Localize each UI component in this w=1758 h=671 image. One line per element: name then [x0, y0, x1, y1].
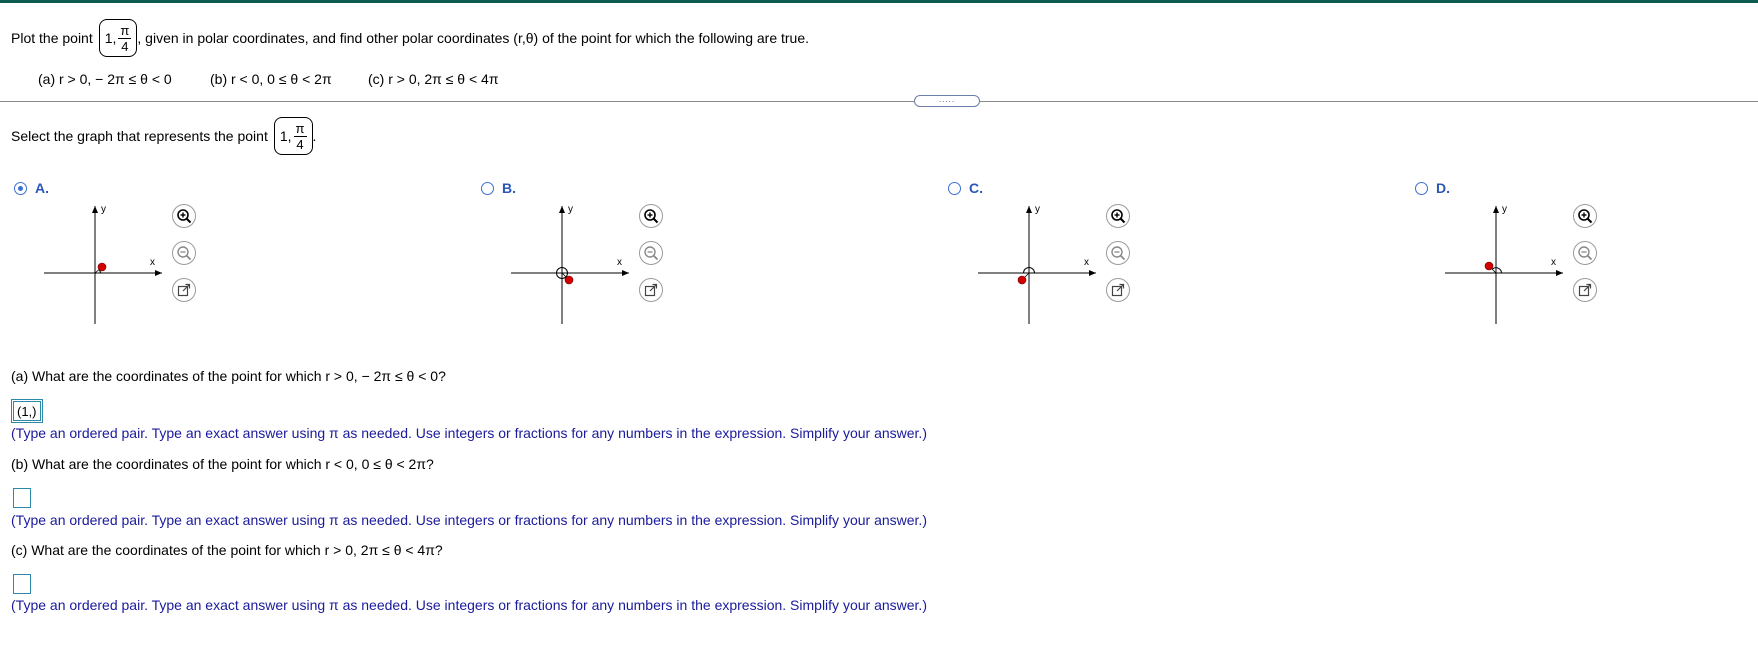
external-link-icon[interactable] [1106, 278, 1130, 302]
condition-b: (b) r < 0, 0 ≤ θ < 2π [210, 71, 332, 87]
question-prompt [11, 19, 809, 57]
option-d-radio[interactable] [1415, 182, 1428, 195]
option-d-label[interactable]: D. [1436, 180, 1450, 196]
graph-d [1441, 202, 1571, 327]
graph-a [40, 202, 170, 327]
y-axis-label: y [101, 204, 106, 215]
part-a-question: (a) What are the coordinates of the point for which r > 0, − 2π ≤ θ < 0? [11, 368, 446, 384]
plotted-point [1485, 262, 1493, 270]
part-a-answer-input[interactable]: (1,) [13, 401, 41, 421]
zoom-in-icon[interactable] [1573, 204, 1597, 228]
condition-a: (a) r > 0, − 2π ≤ θ < 0 [38, 71, 172, 87]
prompt-after: , given in polar coordinates, and find other polar coordinates (r,θ) of the point for which the following are true. [137, 30, 810, 46]
x-axis-label: x [1084, 257, 1089, 268]
x-axis-label: x [617, 257, 622, 268]
part-c-answer-input[interactable] [13, 574, 31, 594]
select-point-r: 1, [279, 128, 292, 144]
option-c-radio[interactable] [948, 182, 961, 195]
graph-c [974, 202, 1104, 327]
y-axis-label: y [1035, 204, 1040, 215]
plotted-point [98, 263, 106, 271]
zoom-in-icon[interactable] [172, 204, 196, 228]
select-point-numerator: π [295, 120, 305, 136]
prompt-before: Plot the point [11, 30, 93, 46]
part-c-hint: (Type an ordered pair. Type an exact answer using π as needed. Use integers or fractions for any numbers in the expression. Simplify your answer.) [11, 597, 927, 613]
external-link-icon[interactable] [172, 278, 196, 302]
zoom-out-icon[interactable] [1573, 241, 1597, 265]
divider-handle[interactable]: ..... [914, 95, 980, 107]
select-point-denominator: 4 [296, 136, 304, 152]
x-axis-label: x [150, 257, 155, 268]
select-prompt-period: . [312, 128, 317, 144]
option-b-label[interactable]: B. [502, 180, 516, 196]
option-a-label[interactable]: A. [35, 180, 49, 196]
condition-c: (c) r > 0, 2π ≤ θ < 4π [368, 71, 499, 87]
option-a-radio[interactable] [14, 182, 27, 195]
plotted-point [1018, 276, 1026, 284]
external-link-icon[interactable] [1573, 278, 1597, 302]
zoom-in-icon[interactable] [639, 204, 663, 228]
part-b-answer-input[interactable] [13, 488, 31, 508]
plotted-point [565, 276, 573, 284]
point-r: 1, [104, 30, 117, 46]
zoom-in-icon[interactable] [1106, 204, 1130, 228]
external-link-icon[interactable] [639, 278, 663, 302]
part-a-hint: (Type an ordered pair. Type an exact answer using π as needed. Use integers or fractions for any numbers in the expression. Simplify your answer.) [11, 425, 927, 441]
zoom-out-icon[interactable] [639, 241, 663, 265]
point-expression [99, 19, 138, 57]
part-b-hint: (Type an ordered pair. Type an exact answer using π as needed. Use integers or fractions for any numbers in the expression. Simplify your answer.) [11, 512, 927, 528]
zoom-out-icon[interactable] [1106, 241, 1130, 265]
part-c-question: (c) What are the coordinates of the point for which r > 0, 2π ≤ θ < 4π? [11, 542, 443, 558]
option-b-radio[interactable] [481, 182, 494, 195]
graph-b [507, 202, 637, 327]
select-point-expression [274, 117, 313, 155]
part-b-question: (b) What are the coordinates of the point for which r < 0, 0 ≤ θ < 2π? [11, 456, 434, 472]
top-accent-bar [0, 0, 1758, 3]
option-c-label[interactable]: C. [969, 180, 983, 196]
section-divider [0, 101, 1758, 102]
point-denominator: 4 [121, 38, 129, 54]
select-prompt [11, 117, 316, 155]
zoom-out-icon[interactable] [172, 241, 196, 265]
x-axis-label: x [1551, 257, 1556, 268]
select-prompt-text: Select the graph that represents the point [11, 128, 268, 144]
y-axis-label: y [1502, 204, 1507, 215]
y-axis-label: y [568, 204, 573, 215]
point-numerator: π [120, 22, 130, 38]
